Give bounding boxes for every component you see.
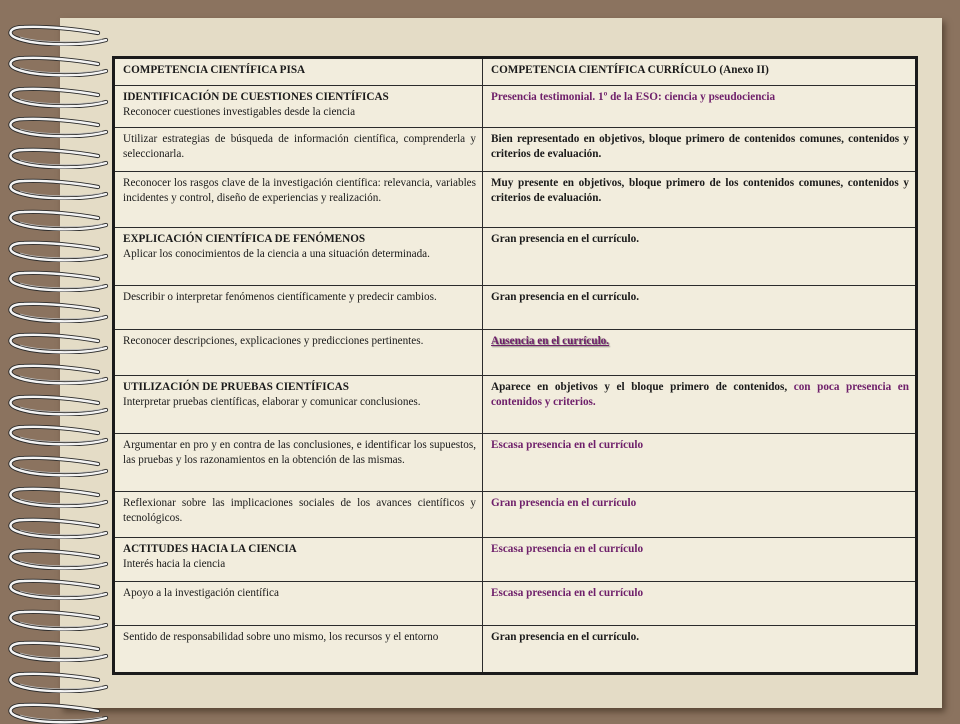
table-row (114, 538, 917, 582)
spiral-ring-icon (6, 424, 110, 446)
spiral-ring-icon (6, 394, 110, 416)
pisa-cell (114, 492, 483, 538)
pisa-cell (114, 626, 483, 674)
table-row (114, 582, 917, 626)
header-curriculo: COMPETENCIA CIENTÍFICA CURRÍCULO (Anexo II) (483, 58, 917, 86)
curriculo-cell (483, 376, 917, 434)
pisa-cell (114, 434, 483, 492)
pisa-text: Describir o interpretar fenómenos científicamente y predecir cambios. (123, 291, 437, 303)
curriculo-text: Escasa presencia en el currículo (491, 439, 644, 451)
curriculo-cell (483, 582, 917, 626)
curriculo-text: Ausencia en el currículo. (491, 335, 610, 347)
pisa-text: Reconocer los rasgos clave de la investigación científica: relevancia, variables incidentes y control, diseño de experiencias y realización. (123, 177, 476, 204)
pisa-cell (114, 286, 483, 330)
spiral-ring-icon (6, 116, 110, 138)
curriculo-text: Gran presencia en el currículo. (491, 233, 640, 245)
curriculo-text-highlight: con poca presencia en contenidos y criterios. (491, 381, 909, 408)
pisa-cell (114, 376, 483, 434)
pisa-cell (114, 128, 483, 172)
pisa-cell (114, 538, 483, 582)
curriculo-text: Bien representado en objetivos, bloque primero de contenidos comunes, contenidos y criterios de evaluación. (491, 133, 909, 160)
curriculo-text: Escasa presencia en el currículo (491, 587, 644, 599)
spiral-ring-icon (6, 24, 110, 46)
curriculo-cell (483, 626, 917, 674)
curriculo-cell (483, 434, 917, 492)
table-row (114, 86, 917, 128)
pisa-text: Sentido de responsabilidad sobre uno mismo, los recursos y el entorno (123, 631, 439, 643)
spiral-ring-icon (6, 486, 110, 508)
section-title: IDENTIFICACIÓN DE CUESTIONES CIENTÍFICAS (123, 91, 389, 103)
table-row (114, 434, 917, 492)
spiral-ring-icon (6, 640, 110, 662)
header-pisa: COMPETENCIA CIENTÍFICA PISA (114, 58, 483, 86)
pisa-cell (114, 582, 483, 626)
curriculo-cell (483, 228, 917, 286)
spiral-ring-icon (6, 270, 110, 292)
curriculo-cell (483, 172, 917, 228)
curriculo-cell (483, 286, 917, 330)
table-row (114, 172, 917, 228)
section-title: UTILIZACIÓN DE PRUEBAS CIENTÍFICAS (123, 381, 349, 393)
curriculo-text: Presencia testimonial. 1º de la ESO: ciencia y pseudociencia (491, 91, 776, 103)
pisa-cell (114, 172, 483, 228)
table-header-row (114, 58, 917, 86)
spiral-ring-icon (6, 455, 110, 477)
table-row (114, 128, 917, 172)
pisa-cell (114, 86, 483, 128)
pisa-text: Apoyo a la investigación científica (123, 587, 279, 599)
table-row (114, 228, 917, 286)
pisa-text: Interés hacia la ciencia (123, 557, 226, 570)
pisa-cell (114, 330, 483, 376)
curriculo-cell (483, 330, 917, 376)
spiral-ring-icon (6, 363, 110, 385)
spiral-ring-icon (6, 671, 110, 693)
curriculo-text: Gran presencia en el currículo (491, 497, 637, 509)
spiral-ring-icon (6, 301, 110, 323)
curriculo-cell (483, 128, 917, 172)
competency-table (112, 56, 918, 675)
curriculo-text: Gran presencia en el currículo. (491, 631, 640, 643)
pisa-text: Reconocer cuestiones investigables desde la ciencia (123, 105, 356, 118)
curriculo-text: Aparece en objetivos y el bloque primero de contenidos, (491, 381, 788, 393)
spiral-ring-icon (6, 332, 110, 354)
table-row (114, 286, 917, 330)
curriculo-text: Gran presencia en el currículo. (491, 291, 640, 303)
spiral-ring-icon (6, 55, 110, 77)
spiral-ring-icon (6, 178, 110, 200)
pisa-text: Reflexionar sobre las implicaciones sociales de los avances científicos y tecnológicos. (123, 497, 476, 524)
spiral-ring-icon (6, 209, 110, 231)
pisa-text: Aplicar los conocimientos de la ciencia a una situación determinada. (123, 247, 430, 260)
spiral-ring-icon (6, 517, 110, 539)
table-row (114, 376, 917, 434)
spiral-ring-icon (6, 86, 110, 108)
pisa-text: Utilizar estrategias de búsqueda de información científica, comprenderla y seleccionarla. (123, 133, 476, 160)
table-row (114, 626, 917, 674)
pisa-text: Argumentar en pro y en contra de las conclusiones, e identificar los supuestos, las pruebas y los razonamientos en la obtención de las mismas. (123, 439, 476, 466)
pisa-cell (114, 228, 483, 286)
curriculo-cell (483, 86, 917, 128)
curriculo-cell (483, 538, 917, 582)
spiral-ring-icon (6, 702, 110, 724)
spiral-ring-icon (6, 609, 110, 631)
pisa-text: Interpretar pruebas científicas, elaborar y comunicar conclusiones. (123, 395, 421, 408)
curriculo-text: Muy presente en objetivos, bloque primero de los contenidos comunes, contenidos y criterios de evaluación. (491, 177, 909, 204)
spiral-ring-icon (6, 548, 110, 570)
spiral-ring-icon (6, 240, 110, 262)
spiral-ring-icon (6, 578, 110, 600)
curriculo-text: Escasa presencia en el currículo (491, 543, 644, 555)
table-row (114, 330, 917, 376)
section-title: ACTITUDES HACIA LA CIENCIA (123, 543, 297, 555)
curriculo-cell (483, 492, 917, 538)
spiral-ring-icon (6, 147, 110, 169)
section-title: EXPLICACIÓN CIENTÍFICA DE FENÓMENOS (123, 233, 366, 245)
table-row (114, 492, 917, 538)
pisa-text: Reconocer descripciones, explicaciones y predicciones pertinentes. (123, 335, 424, 347)
